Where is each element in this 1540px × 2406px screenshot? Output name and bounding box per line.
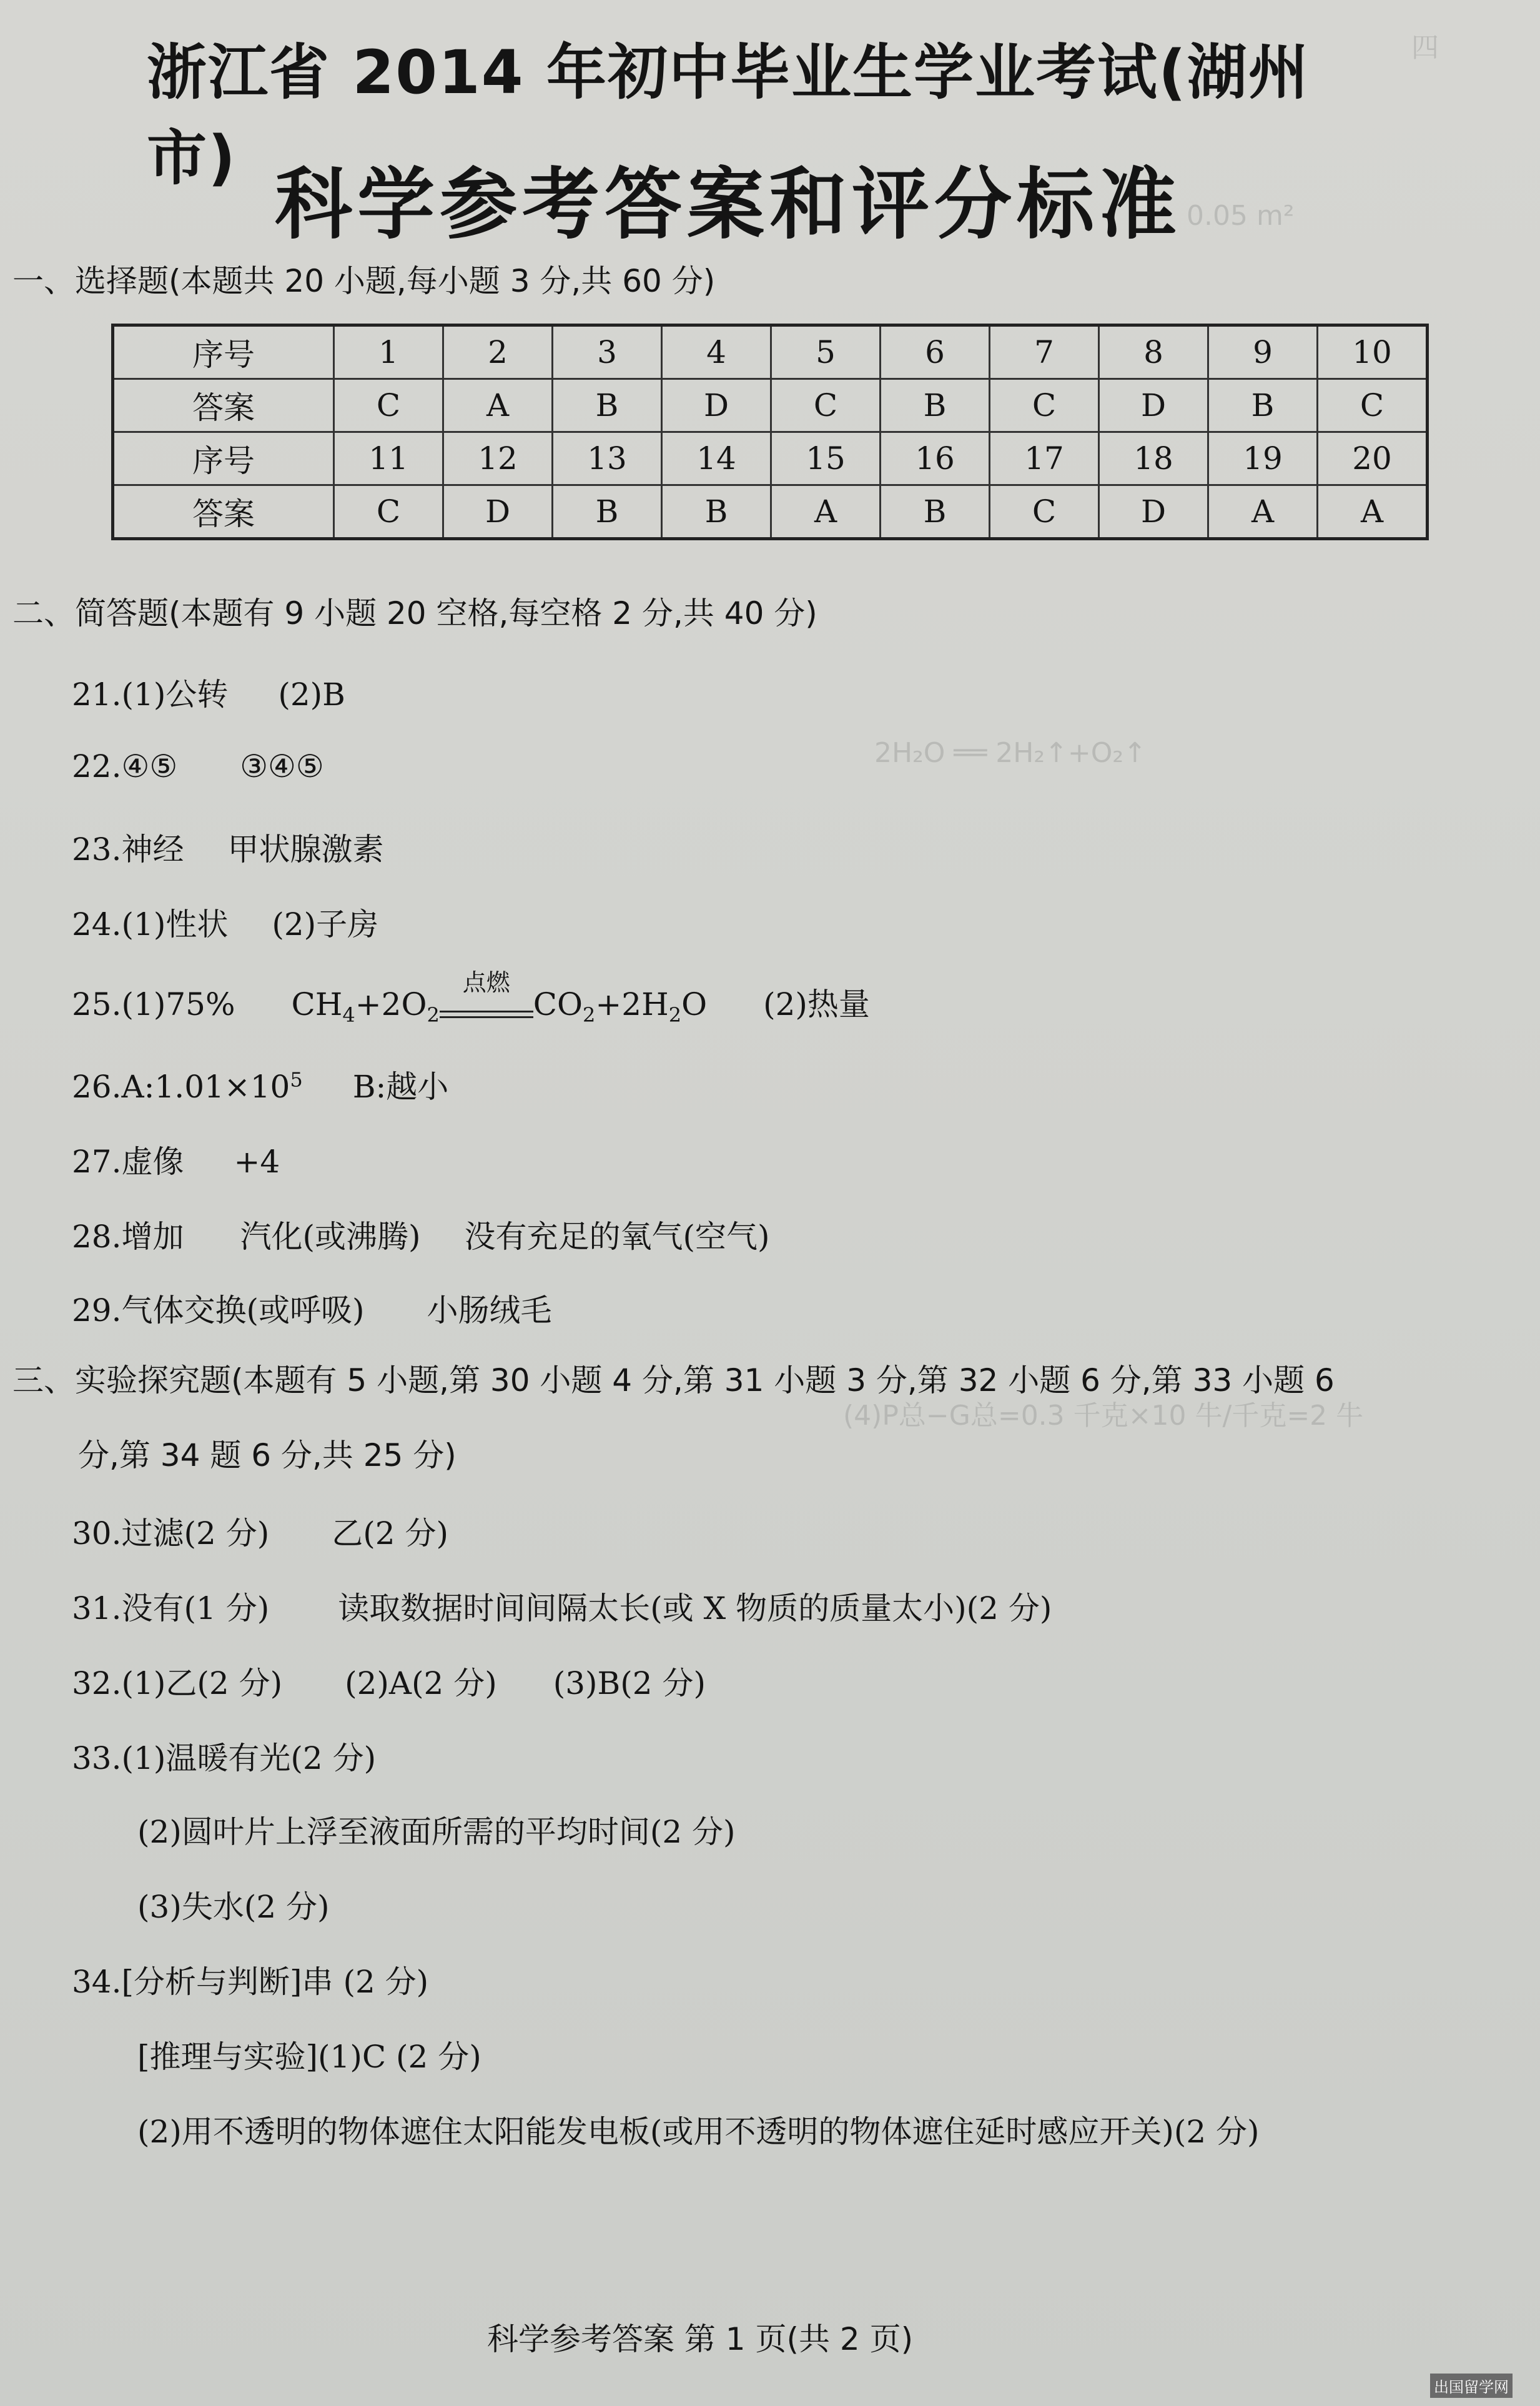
- answer-line-21: [72, 670, 345, 715]
- exam-title: 浙江省 2014 年初中毕业生学业考试(湖州市): [147, 37, 1310, 193]
- answer-text: 气体交换(或呼吸): [121, 1292, 365, 1329]
- section-heading-short-answer: 二、简答题(本题有 9 小题 20 空格,每空格 2 分,共 40 分): [12, 595, 817, 631]
- answer-line-33-3: (3)失水(2 分): [137, 1889, 330, 1925]
- answer-table: [111, 324, 1429, 540]
- answer-text: (2)子房: [272, 906, 379, 943]
- table-cell: A: [1208, 485, 1318, 539]
- answer-line-23: [72, 824, 384, 869]
- bleed-through-text: 0.05 m²: [1187, 200, 1295, 232]
- table-cell: B: [1208, 379, 1318, 432]
- chemical-equation: $CH_4+2O_2$ 点燃 $CO_2+2H_2O$: [291, 969, 708, 1027]
- table-cell: 6: [881, 325, 990, 379]
- table-cell: D: [1099, 485, 1208, 539]
- answer-text: 汽化(或沸腾): [240, 1219, 421, 1255]
- question-number: 22.: [72, 748, 122, 785]
- question-number: 21.: [72, 676, 122, 713]
- section-heading-choice: 一、选择题(本题共 20 小题,每小题 3 分,共 60 分): [12, 263, 716, 299]
- answer-text: 没有充足的氧气(空气): [464, 1219, 770, 1255]
- table-cell: D: [662, 379, 771, 432]
- answer-line-25: [72, 969, 870, 1027]
- table-cell: 11: [334, 432, 443, 485]
- table-cell: B: [881, 485, 990, 539]
- answer-text: 甲状腺激素: [227, 831, 384, 868]
- answer-text: 增加: [121, 1219, 184, 1255]
- answer-text: 小肠绒毛: [427, 1292, 552, 1329]
- row-label: 答案: [113, 485, 334, 539]
- answer-line-27: [72, 1137, 280, 1182]
- bleed-through-text: (4)P总−G总=0.3 千克×10 牛/千克=2 牛: [843, 1400, 1364, 1432]
- table-cell: A: [443, 379, 553, 432]
- answer-line-32: [72, 1658, 706, 1703]
- answer-text: 虚像: [121, 1144, 184, 1180]
- table-cell: 2: [443, 325, 553, 379]
- table-cell: 13: [553, 432, 662, 485]
- answer-line-26: [72, 1062, 448, 1107]
- answer-text: 读取数据时间间隔太长(或 X 物质的质量太小)(2 分): [338, 1590, 1052, 1626]
- table-row: [113, 379, 1428, 432]
- table-cell: 4: [662, 325, 771, 379]
- row-label: 序号: [113, 325, 334, 379]
- table-cell: D: [443, 485, 553, 539]
- question-number: 23.: [72, 831, 122, 868]
- answer-text: ③④⑤: [240, 748, 324, 785]
- answer-line-34-3: (2)用不透明的物体遮住太阳能发电板(或用不透明的物体遮住延时感应开关)(2 分): [137, 2114, 1260, 2150]
- question-number: 26.: [72, 1069, 122, 1105]
- table-cell: B: [662, 485, 771, 539]
- table-row: [113, 432, 1428, 485]
- answer-line-33-2: (2)圆叶片上浮至液面所需的平均时间(2 分): [137, 1814, 736, 1850]
- table-row: [113, 325, 1428, 379]
- answer-line-34: [72, 1957, 428, 2002]
- table-cell: 9: [1208, 325, 1318, 379]
- answer-text: (1)75%: [121, 986, 235, 1022]
- table-cell: 12: [443, 432, 553, 485]
- answer-text: 乙(2 分): [332, 1515, 448, 1552]
- answer-line-34-2: [推理与实验](1)C (2 分): [137, 2039, 481, 2075]
- table-cell: C: [334, 379, 443, 432]
- bleed-through-text: 2H₂O ══ 2H₂↑+O₂↑: [874, 737, 1147, 769]
- exponent: 5: [290, 1067, 303, 1092]
- reaction-condition: 点燃: [440, 993, 533, 1027]
- row-label: 序号: [113, 432, 334, 485]
- table-cell: B: [881, 379, 990, 432]
- answer-text: A:1.01×10: [121, 1069, 290, 1105]
- answer-line-30: [72, 1508, 448, 1553]
- question-number: 27.: [72, 1144, 122, 1180]
- question-number: 33.: [72, 1740, 122, 1776]
- question-number: 31.: [72, 1590, 122, 1626]
- question-number: 34.: [72, 1964, 122, 2000]
- answer-text: (2)热量: [763, 986, 870, 1022]
- answer-text: (3)B(2 分): [553, 1665, 706, 1701]
- answer-line-22: [72, 748, 324, 785]
- answer-text: (1)乙(2 分): [121, 1665, 283, 1701]
- answer-text: ④⑤: [121, 748, 178, 785]
- answer-line-31: [72, 1583, 1052, 1628]
- table-cell: 1: [334, 325, 443, 379]
- question-number: 30.: [72, 1515, 122, 1552]
- row-label: 答案: [113, 379, 334, 432]
- answer-text: 神经: [121, 831, 184, 868]
- table-cell: 17: [990, 432, 1099, 485]
- table-cell: A: [771, 485, 881, 539]
- answer-line-28: [72, 1212, 770, 1257]
- table-cell: C: [990, 485, 1099, 539]
- answer-text: [分析与判断]串 (2 分): [121, 1964, 429, 2000]
- watermark-logo: 出国留学网: [1430, 2374, 1513, 2398]
- question-number: 25.: [72, 986, 122, 1022]
- answer-line-29: [72, 1285, 552, 1330]
- section-heading-experiment-cont: 分,第 34 题 6 分,共 25 分): [78, 1437, 457, 1473]
- table-cell: A: [1318, 485, 1428, 539]
- answer-text: (2)A(2 分): [345, 1665, 497, 1701]
- table-cell: 3: [553, 325, 662, 379]
- table-cell: B: [553, 485, 662, 539]
- answer-text: (1)公转: [121, 676, 229, 713]
- table-cell: 5: [771, 325, 881, 379]
- table-cell: 14: [662, 432, 771, 485]
- table-row: [113, 485, 1428, 539]
- table-cell: 16: [881, 432, 990, 485]
- table-cell: C: [1318, 379, 1428, 432]
- page-footer: 科学参考答案 第 1 页(共 2 页): [487, 2321, 914, 2357]
- table-cell: 15: [771, 432, 881, 485]
- answer-text: 没有(1 分): [121, 1590, 270, 1626]
- exam-subtitle: 科学参考答案和评分标准: [275, 160, 1182, 250]
- answer-text: B:越小: [352, 1069, 449, 1105]
- answer-text: (1)温暖有光(2 分): [121, 1740, 377, 1776]
- table-cell: 7: [990, 325, 1099, 379]
- table-cell: D: [1099, 379, 1208, 432]
- table-cell: C: [334, 485, 443, 539]
- answer-text: 过滤(2 分): [121, 1515, 270, 1552]
- answer-text: (2)B: [278, 676, 345, 713]
- table-cell: 8: [1099, 325, 1208, 379]
- table-cell: C: [771, 379, 881, 432]
- table-cell: 10: [1318, 325, 1428, 379]
- answer-text: +4: [234, 1144, 280, 1180]
- bleed-through-text: 四: [1411, 32, 1439, 64]
- answer-line-33: [72, 1733, 376, 1778]
- table-cell: C: [990, 379, 1099, 432]
- question-number: 28.: [72, 1219, 122, 1255]
- table-cell: B: [553, 379, 662, 432]
- table-cell: 19: [1208, 432, 1318, 485]
- table-cell: 20: [1318, 432, 1428, 485]
- question-number: 29.: [72, 1292, 122, 1329]
- question-number: 24.: [72, 906, 122, 943]
- table-cell: 18: [1099, 432, 1208, 485]
- answer-line-24: [72, 899, 378, 944]
- question-number: 32.: [72, 1665, 122, 1701]
- section-heading-experiment: 三、实验探究题(本题有 5 小题,第 30 小题 4 分,第 31 小题 3 分,第 32 小题 6 分,第 33 小题 6: [12, 1362, 1335, 1399]
- answer-text: (1)性状: [121, 906, 229, 943]
